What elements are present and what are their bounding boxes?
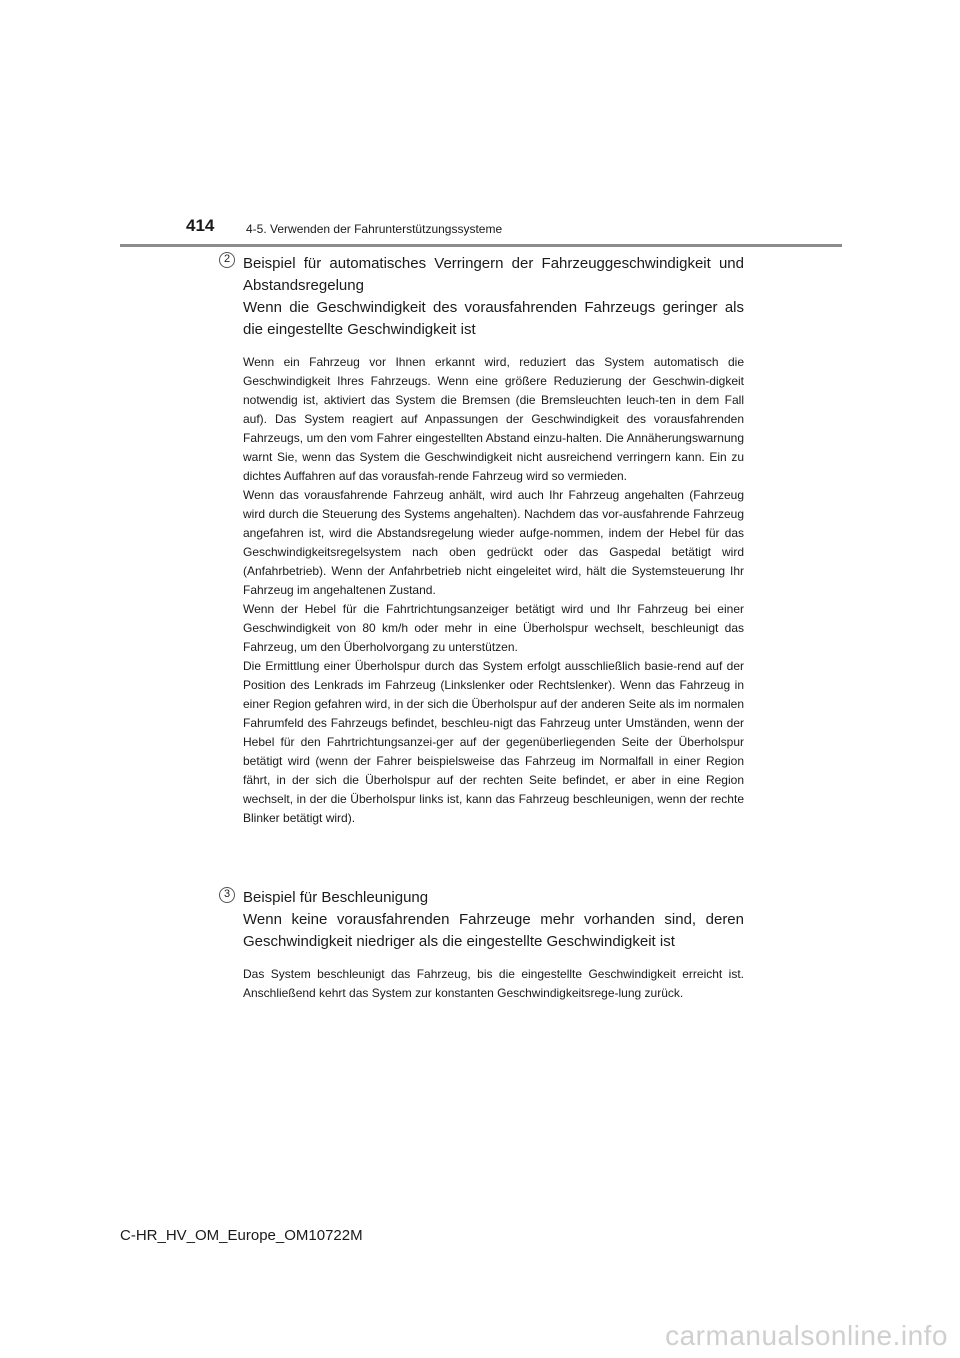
page-number: 414 bbox=[186, 216, 215, 235]
item-2-paragraph-2: Wenn das vorausfahrende Fahrzeug anhält, wird auch Ihr Fahrzeug angehalten (Fahrzeug wird durch die Steuerung des Systems angehalten). Nachdem das vor-ausfahrende Fahrzeug angefahren ist, wird die Abstandsregelung wieder aufge-nommen, indem der Hebel für das Geschwindigkeitsregelsystem nach oben gedrückt oder das Gaspedal betätigt wird (Anfahrbetrieb). Wenn der Anfahrbetrieb nicht eingeleitet wird, hält die Systemsteuerung Ihr Fahrzeug im angehaltenen Zustand. bbox=[243, 488, 744, 597]
watermark: carmanualsonline.info bbox=[665, 1320, 948, 1351]
step-number-2-icon: 2 bbox=[219, 252, 235, 268]
item-2-section bbox=[243, 253, 744, 828]
document-code: C-HR_HV_OM_Europe_OM10722M bbox=[120, 1227, 363, 1244]
item-2-paragraph-3: Wenn der Hebel für die Fahrtrichtungsanzeiger betätigt wird und Ihr Fahrzeug bei einer Geschwindigkeit von 80 km/h oder mehr in eine Überholspur wechselt, beschleunigt das Fahrzeug, um den Überholvorgang zu unterstützen. bbox=[243, 602, 744, 654]
header-divider bbox=[120, 244, 842, 247]
item-2-heading-line-1: Beispiel für automatisches Verringern der Fahrzeuggeschwindigkeit und Abstandsregelung bbox=[243, 255, 744, 294]
item-3-paragraph-1: Das System beschleunigt das Fahrzeug, bis die eingestellte Geschwindigkeit erreicht ist. Anschließend kehrt das System zur konstanten Geschwindigkeitsrege-lung zurück. bbox=[243, 967, 744, 1000]
item-2-paragraph-1: Wenn ein Fahrzeug vor Ihnen erkannt wird, reduziert das System automatisch die Geschwindigkeit Ihres Fahrzeugs. Wenn eine größere Reduzierung der Geschwin-digkeit notwendig ist, aktiviert das System die Bremsen (die Bremsleuchten leuch-ten in dem Fall auf). Das System reagiert auf Anpassungen der Geschwindigkeit des vorausfahrenden Fahrzeugs, um den vom Fahrer eingestellten Abstand einzu-halten. Die Annäherungswarnung warnt Sie, wenn das System die Geschwindigkeit nicht ausreichend verringern kann. Ein zu dichtes Auffahren auf das vorausfah-rende Fahrzeug wird so vermieden. bbox=[243, 355, 744, 483]
item-3-heading-line-2: Wenn keine vorausfahrenden Fahrzeuge mehr vorhanden sind, deren Geschwindigkeit niedriger als die eingestellte Geschwindigkeit ist bbox=[243, 911, 744, 950]
section-title: 4-5. Verwenden der Fahrunterstützungssysteme bbox=[246, 222, 503, 236]
item-2-paragraph-4: Die Ermittlung einer Überholspur durch das System erfolgt ausschließlich basie-rend auf der Position des Lenkrads im Fahrzeug (Linkslenker oder Rechtslenker). Wenn das Fahrzeug in einer Region gefahren wird, in der sich die Überholspur auf der anderen Seite als im normalen Fahrumfeld des Fahrzeugs befindet, beschleu-nigt das Fahrzeug unter Umständen, wenn der Hebel für den Fahrtrichtungsanzei-ger auf der gegenüberliegenden Seite der Überholspur betätigt wird (wenn der Fahrer beispielsweise das Fahrzeug im Normalfall in einer Region fährt, in der sich die Überholspur auf der rechten Seite befindet, er aber in eine Region wechselt, in der die Überholspur links ist, kann das Fahrzeug beschleunigen, wenn der rechte Blinker betätigt wird). bbox=[243, 659, 744, 825]
item-2-heading-line-2: Wenn die Geschwindigkeit des vorausfahrenden Fahrzeugs geringer als die eingestellte Geschwindigkeit ist bbox=[243, 299, 744, 338]
step-number-3-icon: 3 bbox=[219, 887, 235, 903]
item-3-heading-line-1: Beispiel für Beschleunigung bbox=[243, 889, 429, 906]
item-3-section bbox=[243, 887, 744, 1003]
